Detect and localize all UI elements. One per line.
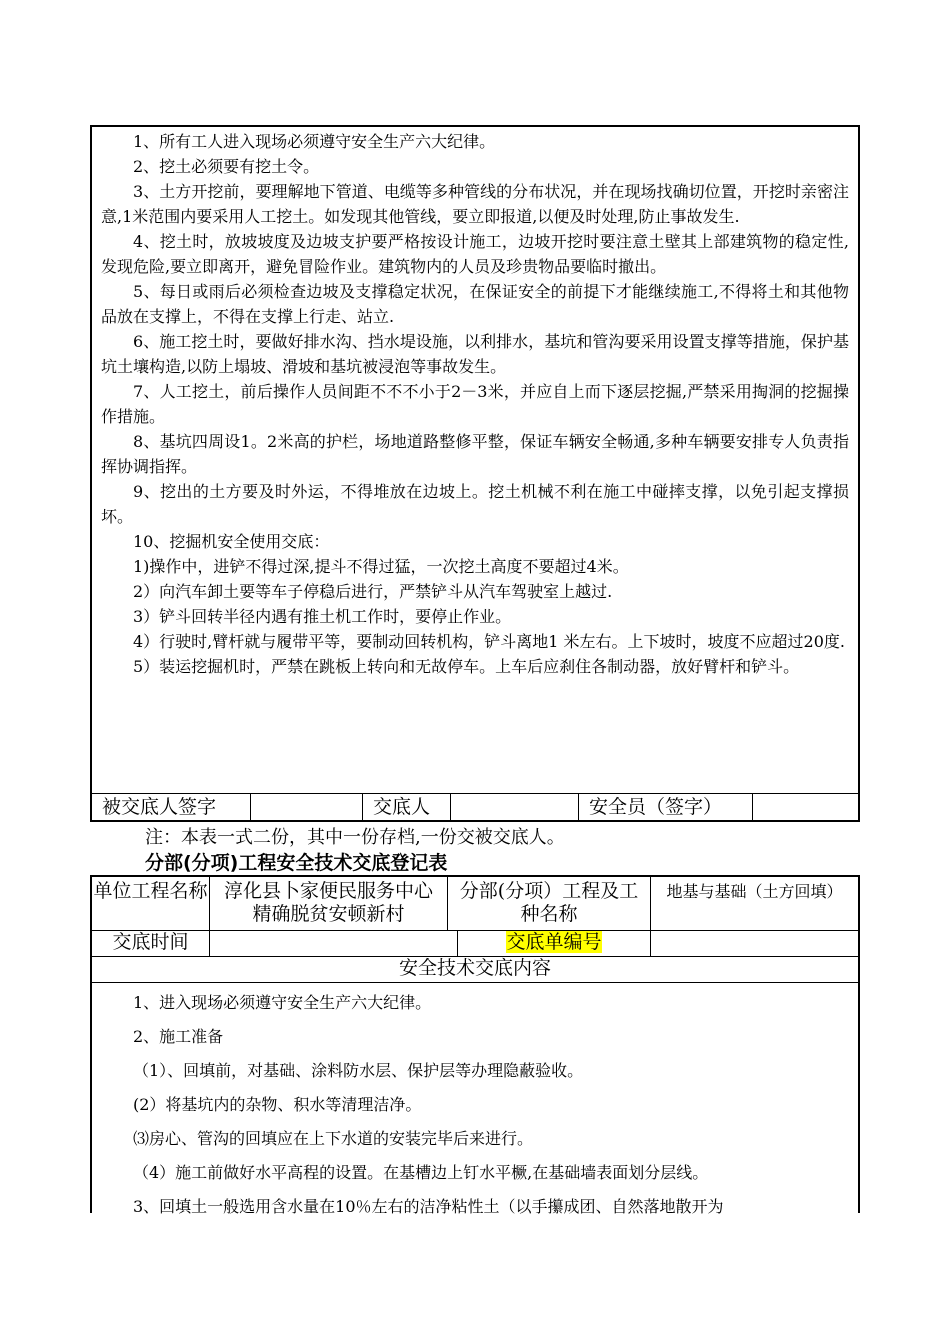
- briefing-paragraph: 10、挖掘机安全使用交底：: [133, 532, 330, 551]
- briefing-paragraph: 4）行驶时,臂杆就与履带平等，要制动回转机构，铲斗离地1 米左右。上下坡时，坡度不应超过20度.: [133, 632, 845, 651]
- briefing-number-value[interactable]: [650, 930, 858, 956]
- receiver-signature-label: 被交底人签字: [102, 796, 217, 818]
- giver-label: 交底人: [362, 794, 450, 820]
- briefing-number-label: 交底单编号: [506, 931, 602, 953]
- content-header: 安全技术交底内容: [92, 956, 858, 983]
- sub-project-label: 分部(分项）工程及工种名称: [447, 877, 650, 930]
- briefing-paragraph: （1）、回填前，对基础、涂料防水层、保护层等办理隐蔽验收。: [133, 1061, 584, 1080]
- briefing-paragraph: 1、进入现场必须遵守安全生产六大纪律。: [133, 993, 432, 1012]
- project-info-row: [92, 877, 858, 931]
- briefing-paragraph: 4、挖土时，放坡坡度及边坡支护要严格按设计施工，边坡开挖时要注意土壁其上部建筑物的稳定性,发现危险,要立即离开，避免冒险作业。建筑物内的人员及珍贵物品要临时撤出。: [101, 232, 849, 276]
- giver-signature-field[interactable]: [450, 794, 578, 820]
- form-title: 分部(分项)工程安全技术交底登记表: [145, 852, 448, 874]
- briefing-time-row: [92, 930, 858, 957]
- briefing-paragraph: 3）铲斗回转半径内遇有推土机工作时，要停止作业。: [133, 607, 512, 626]
- briefing-paragraph: 1)操作中，进铲不得过深,提斗不得过猛，一次挖土高度不要超过4米。: [133, 557, 629, 576]
- briefing-paragraph: 7、人工挖土，前后操作人员间距不不不小于2－3米，并应自上而下逐层挖掘,严禁采用掏洞的挖掘操作措施。: [101, 382, 849, 426]
- safety-officer-signature-field[interactable]: [752, 794, 858, 820]
- briefing-paragraph: 1、所有工人进入现场必须遵守安全生产六大纪律。: [133, 132, 496, 151]
- safety-officer-label: 安全员（签字）: [578, 794, 752, 820]
- safety-briefing-table-excavation: [90, 125, 860, 822]
- briefing-paragraph: 5）装运挖掘机时，严禁在跳板上转向和无故停车。上车后应刹住各制动器，放好臂杆和铲斗。: [133, 657, 800, 676]
- safety-briefing-table-backfill: [90, 875, 860, 1216]
- briefing-paragraph: （4）施工前做好水平高程的设置。在基槽边上钉水平橛,在基础墙表面划分层线。: [133, 1163, 709, 1182]
- briefing-paragraph: (2）将基坑内的杂物、积水等清理洁净。: [133, 1095, 422, 1114]
- briefing-paragraph: 8、基坑四周设1。2米高的护栏，场地道路整修平整，保证车辆安全畅通,多种车辆要安排专人负责指挥协调指挥。: [101, 432, 849, 476]
- sub-project-value: 地基与基础（土方回填）: [650, 877, 858, 930]
- briefing-number-cell: [457, 930, 650, 956]
- backfill-briefing-content: [92, 982, 858, 1216]
- briefing-time-value[interactable]: [209, 930, 457, 956]
- briefing-paragraph: ⑶房心、管沟的回填应在上下水道的安装完毕后来进行。: [133, 1129, 534, 1148]
- unit-project-label: 单位工程名称: [93, 880, 208, 902]
- briefing-paragraph: 3、土方开挖前，要理解地下管道、电缆等多种管线的分布状况，并在现场找确切位置，开挖时亲密注意,1米范围内要采用人工挖土。如发现其他管线，要立即报道,以便及时处理,防止事故发生.: [101, 182, 849, 226]
- signature-row: [92, 793, 858, 820]
- briefing-paragraph: 2、施工准备: [133, 1027, 224, 1046]
- briefing-paragraph: 2）向汽车卸土要等车子停稳后进行，严禁铲斗从汽车驾驶室上越过.: [133, 582, 613, 601]
- receiver-signature-field[interactable]: [250, 794, 362, 820]
- briefing-paragraph: 9、挖出的土方要及时外运，不得堆放在边坡上。挖土机械不利在施工中碰摔支撑，以免引起支撑损坏。: [101, 482, 849, 526]
- briefing-content: [92, 127, 858, 798]
- briefing-paragraph: 5、每日或雨后必须检查边坡及支撑稳定状况，在保证安全的前提下才能继续施工,不得将土和其他物品放在支撑上，不得在支撑上行走、站立.: [101, 282, 849, 326]
- briefing-paragraph: 2、挖土必须要有挖土令。: [133, 157, 320, 176]
- briefing-time-label: 交底时间: [112, 931, 189, 953]
- briefing-paragraph: 3、回填土一般选用含水量在10％左右的洁净粘性土（以手攥成团、自然落地散开为: [133, 1197, 724, 1216]
- briefing-paragraph: 6、施工挖土时，要做好排水沟、挡水堤设施，以利排水，基坑和管沟要采用设置支撑等措施，保护基坑土壤构造,以防上塌坡、滑坡和基坑被浸泡等事故发生。: [101, 332, 849, 376]
- unit-project-value: 淳化县卜家便民服务中心精确脱贫安顿新村: [209, 877, 447, 930]
- form-note: 注：本表一式二份，其中一份存档,一份交被交底人。: [145, 827, 565, 848]
